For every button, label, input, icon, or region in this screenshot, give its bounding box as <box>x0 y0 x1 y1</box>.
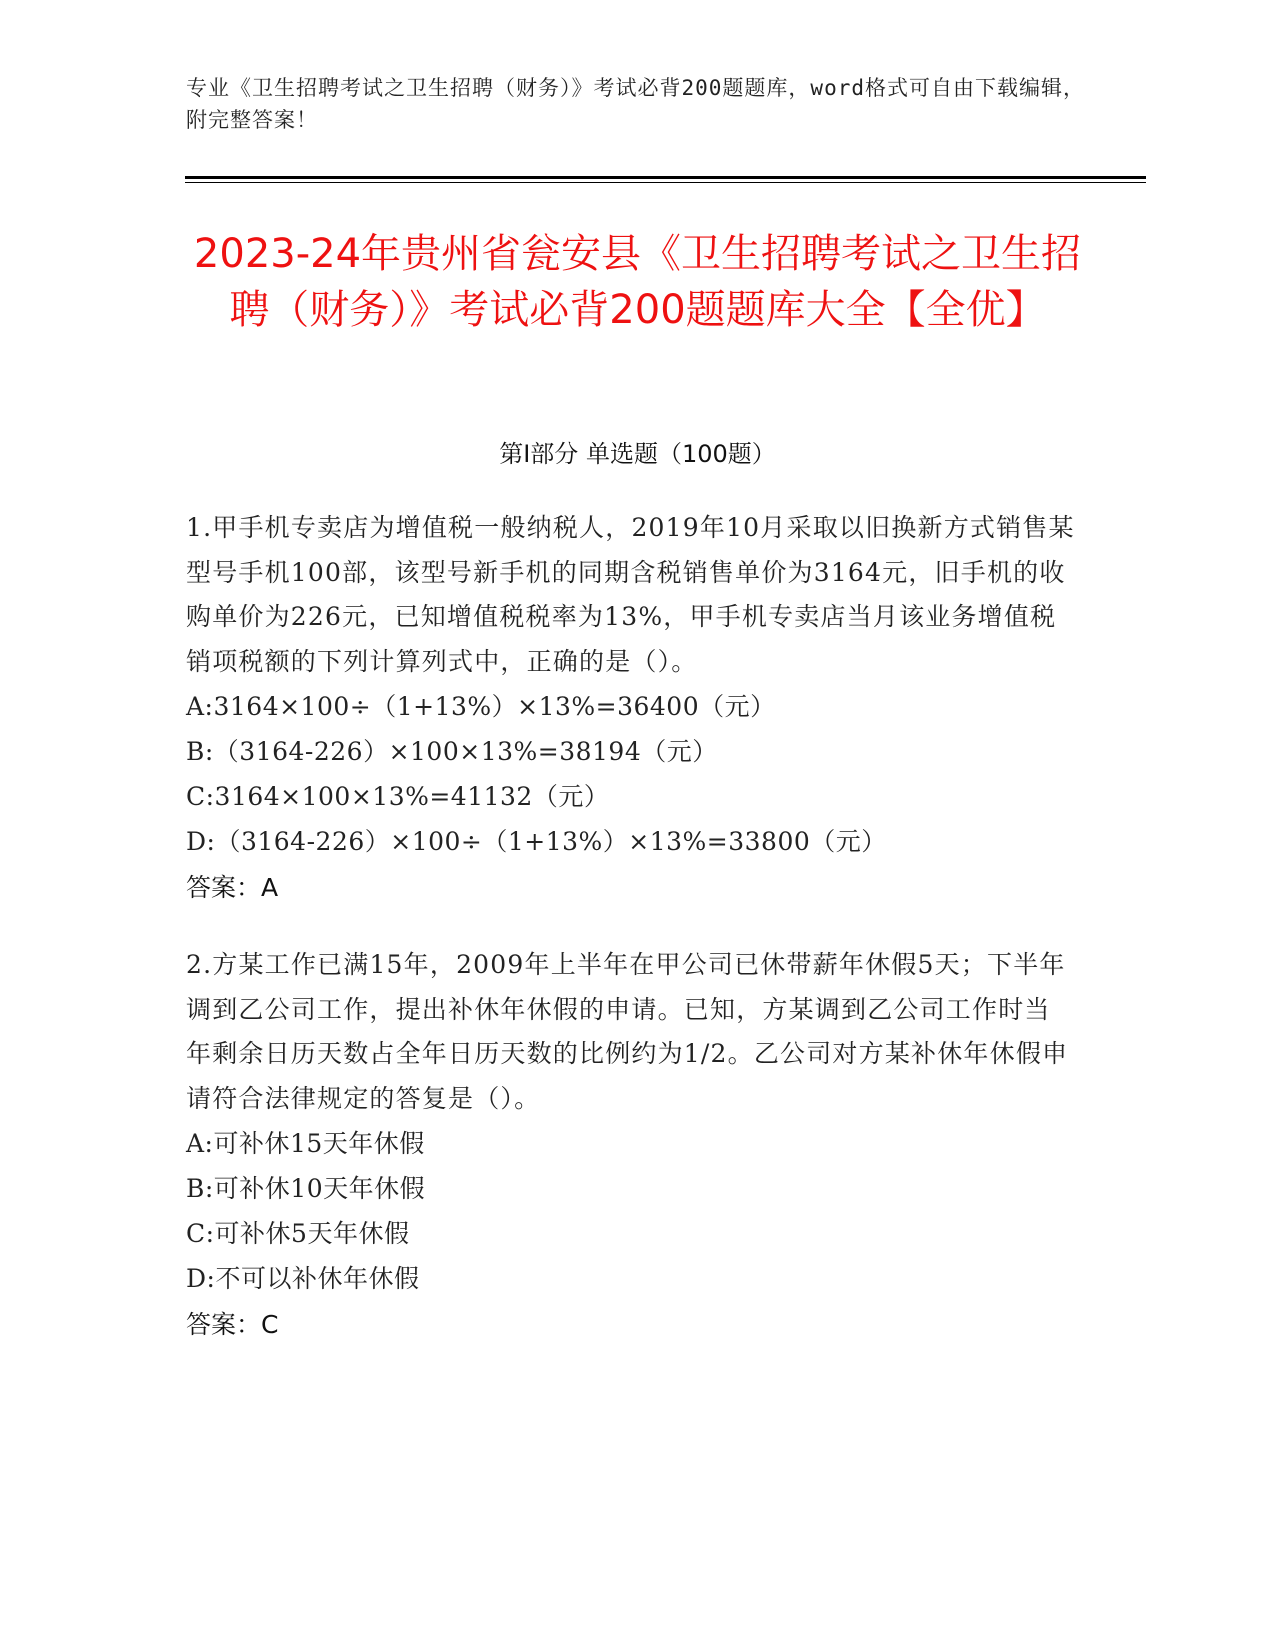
option-a: A:可补休15天年休假 <box>186 1129 425 1158</box>
option-d: D:（3164-226）×100÷（1+13%）×13%=33800（元） <box>186 827 887 856</box>
option-a: A:3164×100÷（1+13%）×13%=36400（元） <box>186 692 776 721</box>
document-title: 2023-24年贵州省瓮安县《卫生招聘考试之卫生招聘（财务）》考试必背200题题库大全【全优】 <box>193 231 1082 333</box>
option-c: C:可补休5天年休假 <box>186 1219 410 1248</box>
section-heading: 第I部分 单选题（100题） <box>499 440 776 468</box>
answer: 答案：A <box>186 873 279 902</box>
header-note: 专业《卫生招聘考试之卫生招聘（财务）》考试必背200题题库，word格式可自由下载编辑，附完整答案！ <box>186 76 1085 132</box>
header-divider-thin <box>185 182 1146 183</box>
option-b: B:可补休10天年休假 <box>186 1174 426 1203</box>
header-divider-thick <box>185 176 1146 179</box>
question-stem: 1.甲手机专卖店为增值税一般纳税人，2019年10月采取以旧换新方式销售某型号手机100部，该型号新手机的同期含税销售单价为3164元，旧手机的收购单价为226元，已知增值税税率为13%，甲手机专卖店当月该业务增值税销项税额的下列计算列式中，正确的是（）。 <box>186 513 1075 676</box>
option-d: D:不可以补休年休假 <box>186 1264 420 1293</box>
question-stem: 2.方某工作已满15年，2009年上半年在甲公司已休带薪年休假5天；下半年调到乙公司工作，提出补休年休假的申请。已知，方某调到乙公司工作时当年剩余日历天数占全年日历天数的比例约为1/2。乙公司对方某补休年休假申请符合法律规定的答复是（）。 <box>186 950 1069 1113</box>
option-c: C:3164×100×13%=41132（元） <box>186 782 610 811</box>
option-b: B:（3164-226）×100×13%=38194（元） <box>186 737 718 766</box>
question-1 <box>186 506 1076 910</box>
answer: 答案：C <box>186 1310 279 1339</box>
question-2 <box>186 943 1076 1347</box>
